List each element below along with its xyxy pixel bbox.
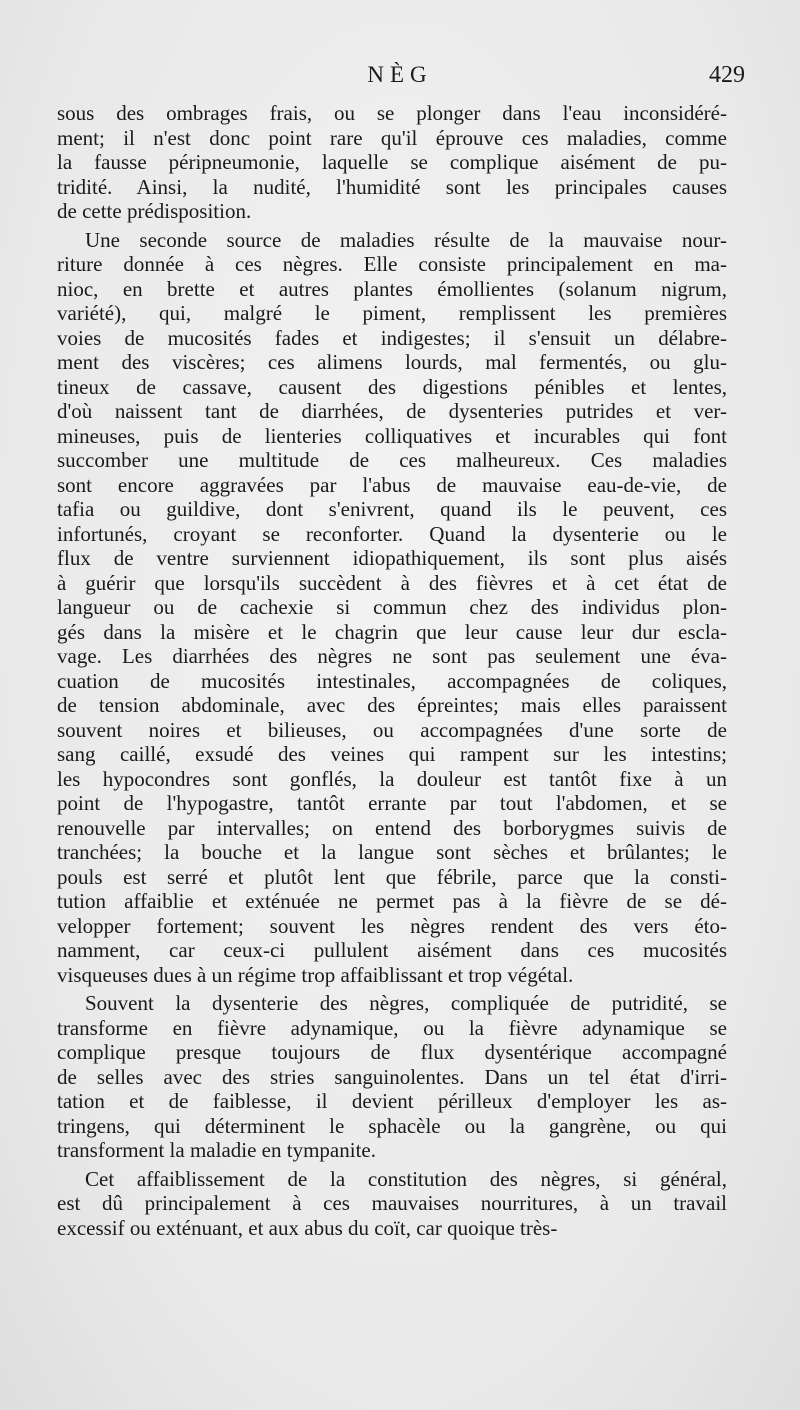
text-line: infortunés, croyant se reconforter. Quand la dysenterie ou le — [57, 521, 727, 546]
text-line: tation et de faiblesse, il devient périlleux d'employer les as- — [57, 1089, 727, 1113]
text-line: pouls est serré et plutôt lent que fébrile, parce que la consti- — [57, 864, 727, 889]
paragraph — [57, 991, 727, 1163]
text-line: renouvelle par intervalles; on entend des borborygmes suivis de — [57, 815, 727, 840]
text-line: sous des ombrages frais, ou se plonger dans l'eau inconsidéré- — [57, 101, 727, 125]
running-head: NÈG — [367, 62, 433, 87]
paragraph — [57, 101, 727, 224]
text-line: excessif ou exténuant, et aux abus du coït, car quoique très- — [57, 1215, 558, 1240]
text-line: de selles avec des stries sanguinolentes. Dans un tel état d'irri- — [57, 1064, 727, 1089]
text-line: de cette prédisposition. — [57, 199, 252, 223]
text-line: tafia ou guildive, dont s'enivrent, quand ils le peuvent, ces — [57, 497, 727, 521]
text-line: ment; il n'est donc point rare qu'il éprouve ces maladies, comme — [57, 125, 727, 150]
text-line: transforme en fièvre adynamique, ou la fièvre adynamique se — [57, 1015, 727, 1040]
text-line: Cet affaiblissement de la constitution des nègres, si général, — [85, 1166, 727, 1191]
page-number: 429 — [709, 62, 745, 88]
paragraph — [57, 228, 727, 988]
text-line: langueur ou de cachexie si commun chez des individus plon- — [57, 595, 727, 619]
paragraph — [57, 1167, 727, 1241]
text-line: à guérir que lorsqu'ils succèdent à des fièvres et à cet état de — [57, 570, 727, 595]
text-line: succomber une multitude de ces malheureux. Ces maladies — [57, 448, 727, 472]
text-line: souvent noires et bilieuses, ou accompagnées d'une sorte de — [57, 717, 727, 742]
text-line: sont encore aggravées par l'abus de mauvaise eau-de-vie, de — [57, 472, 727, 497]
text-line: complique presque toujours de flux dysentérique accompagné — [57, 1040, 727, 1064]
text-line: riture donnée à ces nègres. Elle consiste principalement en ma- — [57, 252, 727, 276]
text-line: cuation de mucosités intestinales, accompagnées de coliques, — [57, 668, 727, 693]
text-line: voies de mucosités fades et indigestes; il s'ensuit un délabre- — [57, 325, 727, 350]
text-line: la fausse péripneumonie, laquelle se complique aisément de pu- — [57, 150, 727, 174]
text-line: est dû principalement à ces mauvaises nourritures, à un travail — [57, 1191, 727, 1215]
text-line: ment des viscères; ces alimens lourds, mal fermentés, ou glu- — [57, 350, 727, 374]
text-line: d'où naissent tant de diarrhées, de dysenteries putrides et ver- — [57, 399, 727, 423]
text-line: tineux de cassave, causent des digestions pénibles et lentes, — [57, 374, 727, 399]
text-line: nioc, en brette et autres plantes émollientes (solanum nigrum, — [57, 276, 727, 301]
text-line: flux de ventre surviennent idiopathiquement, ils sont plus aisés — [57, 546, 727, 570]
text-line: de tension abdominale, avec des épreintes; mais elles paraissent — [57, 693, 727, 717]
text-line: Une seconde source de maladies résulte de la mauvaise nour- — [85, 227, 727, 252]
text-line: namment, car ceux-ci pullulent aisément dans ces mucosités — [57, 938, 727, 962]
text-line: les hypocondres sont gonflés, la douleur est tantôt fixe à un — [57, 766, 727, 791]
text-line: tranchées; la bouche et la langue sont sèches et brûlantes; le — [57, 840, 727, 864]
text-line: tringens, qui déterminent le sphacèle ou la gangrène, ou qui — [57, 1113, 727, 1138]
text-line: tution affaiblie et exténuée ne permet pas à la fièvre de se dé- — [57, 889, 727, 913]
page-header — [55, 62, 745, 98]
text-line: vage. Les diarrhées des nègres ne sont pas seulement une éva- — [57, 644, 727, 668]
text-line: gés dans la misère et le chagrin que leur cause leur dur escla- — [57, 619, 727, 644]
text-line: tridité. Ainsi, la nudité, l'humidité sont les principales causes — [57, 174, 727, 199]
text-line: mineuses, puis de lienteries colliquatives et incurables qui font — [57, 423, 727, 448]
text-line: variété), qui, malgré le piment, remplissent les premières — [57, 301, 727, 325]
body-text — [57, 101, 727, 1240]
text-line: visqueuses dues à un régime trop affaiblissant et trop végétal. — [57, 962, 574, 987]
text-line: Souvent la dysenterie des nègres, compliquée de putridité, se — [85, 991, 727, 1015]
text-line: point de l'hypogastre, tantôt errante par tout l'abdomen, et se — [57, 791, 727, 815]
text-line: velopper fortement; souvent les nègres rendent des vers éto- — [57, 913, 727, 938]
text-line: sang caillé, exsudé des veines qui rampent sur les intestins; — [57, 742, 727, 766]
text-line: transforment la maladie en tympanite. — [57, 1138, 376, 1162]
